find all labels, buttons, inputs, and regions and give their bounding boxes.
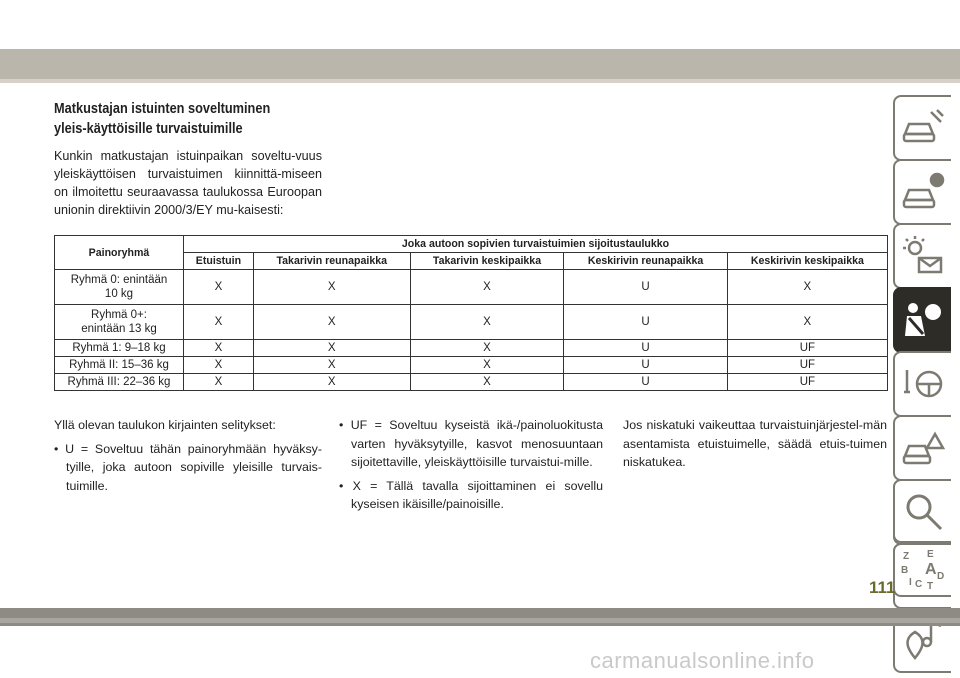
table-cell: X bbox=[727, 305, 887, 340]
section-heading: Matkustajan istuinten soveltuminen yleis-käyttöisille turvaistuimille bbox=[54, 101, 271, 137]
weight-group-cell: Ryhmä 1: 9–18 kg bbox=[55, 340, 184, 357]
table-row bbox=[55, 270, 888, 305]
search-icon[interactable] bbox=[893, 479, 951, 543]
column-header: Etuistuin bbox=[184, 253, 254, 270]
table-cell: X bbox=[253, 357, 410, 374]
index-letter: I bbox=[909, 577, 912, 588]
table-cell: X bbox=[253, 305, 410, 340]
index-letter: E bbox=[927, 549, 934, 560]
index-letters-icon[interactable] bbox=[893, 543, 951, 597]
table-cell: X bbox=[184, 357, 254, 374]
header-band-shade bbox=[0, 79, 960, 83]
column-header: Keskirivin keskipaikka bbox=[727, 253, 887, 270]
table-cell: X bbox=[184, 305, 254, 340]
table-cell: X bbox=[410, 357, 564, 374]
column-header: Takarivin keskipaikka bbox=[410, 253, 564, 270]
table-cell: X bbox=[184, 374, 254, 391]
table-cell: X bbox=[253, 270, 410, 305]
index-letter: A bbox=[925, 561, 937, 578]
table-cell: U bbox=[564, 374, 727, 391]
index-letter: B bbox=[901, 565, 909, 576]
table-cell: X bbox=[727, 270, 887, 305]
table-cell: X bbox=[410, 340, 564, 357]
table-cell: X bbox=[184, 270, 254, 305]
table-cell: U bbox=[564, 357, 727, 374]
footer-band bbox=[0, 608, 960, 626]
legend-u: • U = Soveltuu tähän painoryhmään hyväksy-tyille, joka autoon sopiville yleisille turvais-tuimille. bbox=[54, 441, 322, 493]
seatbelt-airbag-icon[interactable] bbox=[893, 287, 951, 353]
car-wrench-icon[interactable] bbox=[893, 95, 951, 161]
intro-paragraph: Kunkin matkustajan istuinpaikan soveltu-vuus yleiskäyttöisen turvaistuimen kiinnittä-miseen on ilmoitettu seuraavassa taulukossa Euroopan unionin direktiivin 2000/3/EY mu-kaisesti: bbox=[54, 149, 322, 217]
index-letter: D bbox=[937, 571, 945, 582]
table-row bbox=[55, 357, 888, 374]
page-number: 111 bbox=[869, 578, 896, 597]
column-header: Keskirivin reunapaikka bbox=[564, 253, 727, 270]
weight-group-header: Painoryhmä bbox=[55, 236, 184, 270]
weight-group-cell: Ryhmä II: 15–36 kg bbox=[55, 357, 184, 374]
child-seat-table bbox=[54, 235, 888, 391]
footer-band-shade bbox=[0, 618, 960, 623]
legend-column-2 bbox=[339, 416, 603, 519]
legend-title: Yllä olevan taulukon kirjainten selitykset: bbox=[54, 418, 276, 432]
legend-column-3 bbox=[623, 416, 887, 477]
table-cell: X bbox=[410, 305, 564, 340]
table-row bbox=[55, 305, 888, 340]
table-row bbox=[55, 340, 888, 357]
header-band bbox=[0, 49, 960, 79]
table-cell: X bbox=[410, 270, 564, 305]
index-letter: C bbox=[915, 579, 923, 590]
table-cell: X bbox=[184, 340, 254, 357]
table-header-row bbox=[55, 236, 888, 253]
legend-x: • X = Tällä tavalla sijoittaminen ei sovellu kyseisen ikäisille/painoisille. bbox=[339, 478, 603, 511]
index-letter: T bbox=[927, 581, 934, 592]
column-header: Takarivin reunapaikka bbox=[253, 253, 410, 270]
table-cell: X bbox=[410, 374, 564, 391]
weight-group-cell: Ryhmä III: 22–36 kg bbox=[55, 374, 184, 391]
table-cell: UF bbox=[727, 357, 887, 374]
table-main-header: Joka autoon sopivien turvaistuimien sijoitustaulukko bbox=[184, 236, 888, 253]
index-letter: Z bbox=[903, 551, 910, 562]
table-cell: U bbox=[564, 305, 727, 340]
headrest-note: Jos niskatuki vaikeuttaa turvaistuinjärjestel-män asentamista etuistuimelle, säädä etuis-tuimen niskatukea. bbox=[623, 418, 887, 469]
car-warning-icon[interactable] bbox=[893, 415, 951, 481]
table-cell: X bbox=[253, 340, 410, 357]
weight-group-cell: Ryhmä 0+: enintään 13 kg bbox=[55, 305, 184, 340]
table-cell: UF bbox=[727, 374, 887, 391]
legend-column-1 bbox=[54, 416, 322, 500]
table-cell: X bbox=[253, 374, 410, 391]
weight-group-cell: Ryhmä 0: enintään 10 kg bbox=[55, 270, 184, 305]
table-row bbox=[55, 374, 888, 391]
car-info-icon[interactable] bbox=[893, 159, 951, 225]
table-cell: U bbox=[564, 340, 727, 357]
steering-key-icon[interactable] bbox=[893, 351, 951, 417]
table-cell: U bbox=[564, 270, 727, 305]
legend-uf: • UF = Soveltuu kyseistä ikä-/painoluokitusta varten hyväksytyille, kasvot menosuuntaan sijoitettaville, yleiskäyttöisille turvaistui-mille. bbox=[339, 418, 603, 469]
index-letters bbox=[901, 549, 945, 593]
watermark: carmanualsonline.info bbox=[590, 648, 815, 673]
table-cell: UF bbox=[727, 340, 887, 357]
warning-light-icon[interactable] bbox=[893, 223, 951, 289]
